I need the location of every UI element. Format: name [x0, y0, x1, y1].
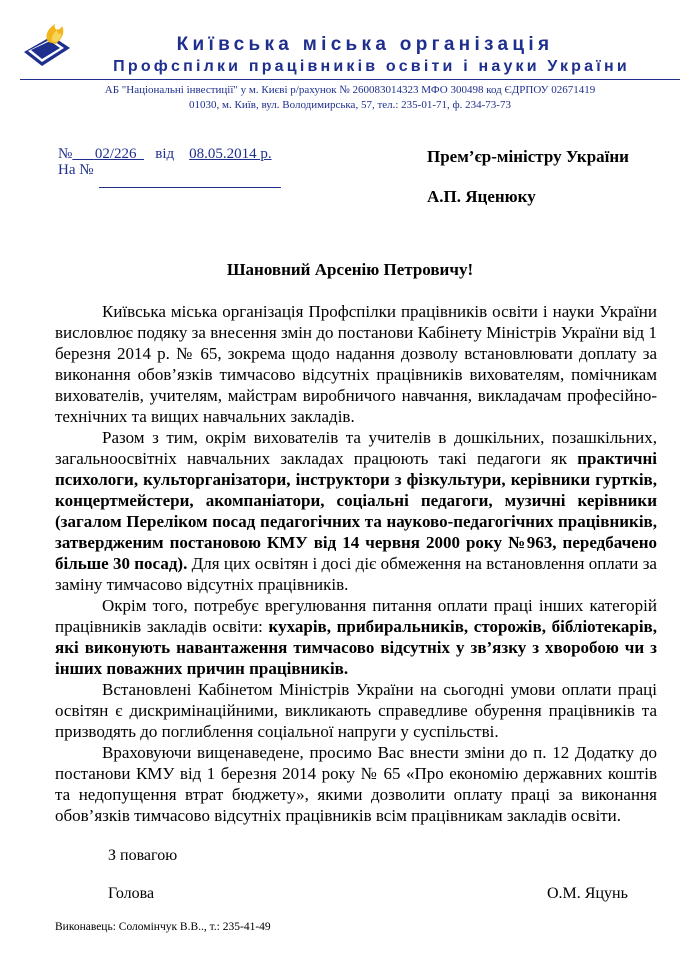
bank-details: АБ "Національні інвестиції" у м. Києві р/рахунок № 260083014323 МФО 300498 код ЄДРПОУ 02671419 [104, 84, 596, 96]
paragraph-1: Київська міська організація Профспілки працівників освіти і науки України висловлює подяку за внесення змін до постанови Кабінету Міністрів України від 1 березня 2014 р. № 65, зокрема щодо надання дозволу встановлювати доплату за виконання обов’язків тимчасово відсутніх працівників вихователям, помічникам вихователів, учителям, майстрам виробничого навчання, викладачам професійно-технічних та вищих навчальних закладів. [55, 302, 657, 426]
recipient-position: Прем’єр-міністру України [427, 147, 629, 166]
reply-reference-line [99, 187, 281, 188]
outgoing-date: 08.05.2014 р. [189, 146, 272, 162]
reply-reference: На № [58, 162, 94, 178]
number-prefix: № [58, 146, 73, 162]
signer-title: Голова [108, 885, 155, 902]
salutation: Шановний Арсенію Петровичу! [226, 260, 474, 279]
paragraph-2: Разом з тим, окрім вихователів та учителів в дошкільних, позашкільних, загальноосвітніх навчальних закладах працюють такі педагоги як практичні психологи, культорганізатори, інструктори з фізкультури, керівники гуртків, концертмейстери, акомпаніатори, соціальні педагоги, музичні керівники (загалом Переліком посад педагогічних та науково-педагогічних працівників, затвердженим постановою КМУ від 14 червня 2000 року №963, передбачено більше 30 посад). Для цих освітян і досі діє обмеження на встановлення оплати за заміну тимчасово відсутніх працівників. [55, 428, 657, 594]
org-address: 01030, м. Київ, вул. Володимирська, 57, тел.: 235-01-71, ф. 234-73-73 [189, 99, 511, 111]
paragraph-4: Встановлені Кабінетом Міністрів України на сьогодні умови оплати праці освітян є дискримінаційними, викликають справедливе обурення працівників та призводять до поглиблення соціальної напруги у суспільстві. [55, 680, 657, 741]
letter-body [55, 301, 657, 826]
closing-regards: З повагою [108, 847, 178, 864]
paragraph-5: Враховуючи вищенаведене, просимо Вас внести зміни до п. 12 Додатку до постанови КМУ від 1 березня 2014 року № 65 «Про економію державних коштів та недопущення втрат бюджету», якими дозволити оплату праці за виконання обов’язків тимчасово відсутніх працівників всім працівникам закладів освіти. [55, 743, 657, 825]
executor-info: Виконавець: Соломінчук В.В.., т.: 235-41-49 [55, 921, 271, 933]
date-label: від [155, 146, 175, 162]
book-flame-logo [22, 22, 72, 70]
outgoing-reference [58, 146, 272, 163]
outgoing-number: 02/226 [94, 146, 137, 162]
paragraph-3: Окрім того, потребує врегулювання питання оплати праці інших категорій працівників закладів освіти: кухарів, прибиральників, сторожів, бібліотекарів, які виконують навантаження тимчасово відсутніх у зв’язку з хворобою чи з інших поважних причин працівників. [55, 596, 657, 678]
recipient-name: А.П. Яценюку [427, 187, 536, 206]
signer-name: О.М. Яцунь [547, 885, 628, 902]
header-divider [20, 79, 680, 80]
org-name-line2: Профспілки працівників освіти і науки України [113, 58, 630, 75]
org-name-line1: Київська міська організація [176, 34, 554, 55]
